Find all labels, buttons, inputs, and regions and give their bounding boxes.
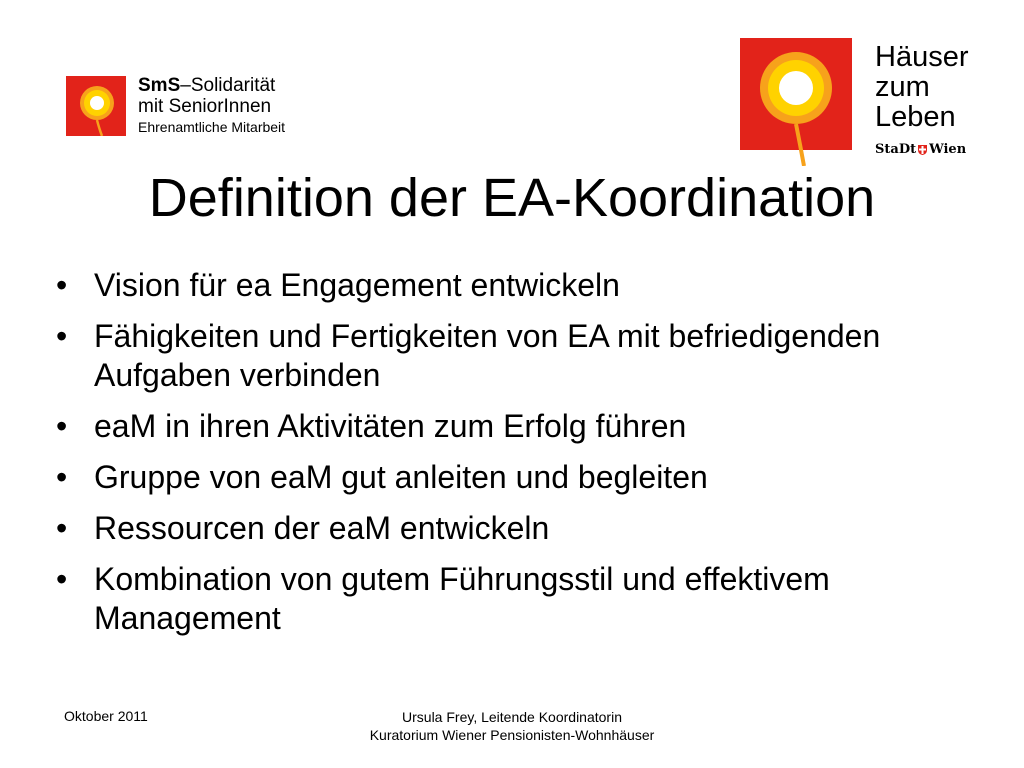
bullet-marker: • <box>56 510 68 546</box>
hzl-line-3: Leben <box>875 101 956 133</box>
sms-brand: SmS <box>138 75 181 96</box>
sms-title <box>138 76 285 95</box>
bullet-marker: • <box>56 267 68 303</box>
hzl-line-2: zum <box>875 71 930 103</box>
bullet-item <box>56 266 916 305</box>
sms-dash: – <box>180 75 191 96</box>
bullet-marker: • <box>56 459 68 495</box>
bullet-text: Kombination von gutem Führungsstil und effektivem Management <box>94 561 830 636</box>
sms-logo <box>66 74 316 136</box>
stadt-label: StaDt <box>875 142 917 157</box>
bullet-item <box>56 458 916 497</box>
sunflower-icon <box>740 38 858 166</box>
stadt-wien-label <box>875 142 969 157</box>
footer-date: Oktober 2011 <box>64 708 148 724</box>
vienna-crest-icon <box>918 145 927 155</box>
bullet-text: Gruppe von eaM gut anleiten und begleiten <box>94 459 708 495</box>
bullet-item <box>56 317 916 395</box>
slide-title: Definition der EA-Koordination <box>148 168 876 228</box>
bullet-item <box>56 560 916 638</box>
footer-author-line-1: Ursula Frey, Leitende Koordinatorin <box>402 709 622 725</box>
hzl-line-1: Häuser <box>875 41 969 73</box>
bullet-marker: • <box>56 318 68 354</box>
bullet-item <box>56 407 916 446</box>
bullet-text: eaM in ihren Aktivitäten zum Erfolg führen <box>94 408 687 444</box>
bullet-text: Fähigkeiten und Fertigkeiten von EA mit befriedigenden Aufgaben verbinden <box>94 318 881 393</box>
footer-author-line-2: Kuratorium Wiener Pensionisten-Wohnhäuser <box>369 727 655 743</box>
bullet-item <box>56 509 916 548</box>
bullet-marker: • <box>56 561 68 597</box>
bullet-list <box>56 266 916 650</box>
sms-title-rest: Solidarität <box>190 75 276 96</box>
sunflower-icon <box>66 76 126 136</box>
bullet-text: Vision für ea Engagement entwickeln <box>94 267 620 303</box>
footer-author <box>0 708 1024 744</box>
bullet-marker: • <box>56 408 68 444</box>
haeuser-zum-leben-logo <box>740 38 990 168</box>
sms-subtitle: mit SeniorInnen <box>138 96 272 117</box>
sms-tagline: Ehrenamtliche Mitarbeit <box>138 119 286 135</box>
bullet-text: Ressourcen der eaM entwickeln <box>94 510 550 546</box>
wien-label: Wien <box>929 142 967 157</box>
